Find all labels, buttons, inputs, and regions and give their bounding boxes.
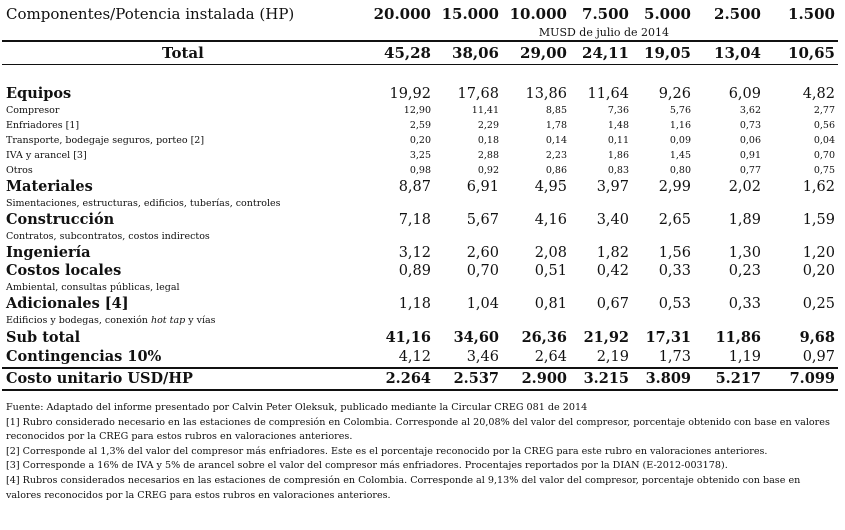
cell: 0,70 [813, 149, 835, 161]
cell: 0,98 [409, 164, 431, 176]
table-row-contingencias [2, 348, 838, 368]
cell: 0,25 [802, 295, 835, 312]
row-label: Compresor [6, 104, 60, 116]
table-row-costos-locales-desc [2, 280, 838, 295]
cell: 2,65 [658, 211, 691, 228]
table-row-transporte [2, 133, 838, 148]
column-header: 10.000 [509, 4, 567, 23]
cell: 8,85 [545, 104, 567, 116]
cell: 38,06 [434, 41, 502, 65]
cell: 6,91 [466, 178, 499, 195]
cell: 5,67 [466, 211, 499, 228]
cell: 12,90 [403, 104, 431, 116]
cell: 0,77 [739, 164, 761, 176]
cell: 0,09 [669, 134, 691, 146]
column-header: 5.000 [644, 4, 691, 23]
cell: 3.215 [570, 368, 632, 390]
cell: 11,41 [471, 104, 499, 116]
cell: 0,89 [398, 262, 431, 279]
cell: 6,09 [728, 85, 761, 102]
footnote-3: [3] Corresponde a 16% de IVA y 5% de arancel sobre el valor del compresor más enfriadores. Procentajes reportados por la DIAN (E-2012-003178). [6, 460, 728, 472]
row-label: Costos locales [6, 262, 122, 279]
cell: 2.537 [434, 368, 502, 390]
cell: 9,26 [658, 85, 691, 102]
table-row-materiales-desc [2, 196, 838, 211]
cell: 2,23 [545, 149, 567, 161]
cell: 0,83 [607, 164, 629, 176]
cell: 4,95 [534, 178, 567, 195]
table-row-construccion-desc [2, 229, 838, 244]
cell: 0,73 [739, 119, 761, 131]
cell: 2,08 [534, 244, 567, 261]
table-row-costos-locales [2, 262, 838, 280]
cell: 0,11 [607, 134, 629, 146]
column-header: 15.000 [441, 4, 499, 23]
cell: 0,81 [534, 295, 567, 312]
cell: 0,42 [596, 262, 629, 279]
cell: 13,86 [525, 85, 567, 102]
cell: 17,31 [645, 328, 691, 346]
table-row-adicionales [2, 295, 838, 313]
cell: 1,04 [466, 295, 499, 312]
cell: 45,28 [370, 41, 434, 65]
cell: 4,12 [370, 348, 434, 368]
table-row-ingenieria [2, 244, 838, 262]
table-row-equipos [2, 85, 838, 103]
cell: 3,62 [739, 104, 761, 116]
header-title: Componentes/Potencia instalada (HP) [6, 4, 295, 23]
row-label: IVA y arancel [3] [6, 149, 87, 161]
cell: 0,53 [658, 295, 691, 312]
cell: 0,75 [813, 164, 835, 176]
cell: 1,56 [658, 244, 691, 261]
cell: 0,20 [409, 134, 431, 146]
desc-text-italic: hot tap [150, 314, 186, 326]
table-row-adicionales-desc [2, 313, 838, 328]
cell: 5,76 [669, 104, 691, 116]
cell: 1,62 [802, 178, 835, 195]
cell: 0,51 [534, 262, 567, 279]
desc-text: y vías [185, 314, 216, 326]
table-row-iva [2, 148, 838, 163]
cell: 7,36 [607, 104, 629, 116]
row-description: Ambiental, consultas públicas, legal [6, 281, 180, 293]
cell: 1,82 [596, 244, 629, 261]
column-header: 2.500 [714, 4, 761, 23]
footnote-4: [4] Rubros considerados necesarios en las estaciones de compresión en Colombia. Corresponde al 9,13% del valor del compresor, porcentaje obtenido con base en valores reconocidos por la CREG para estos rubros en valoraciones anteriores. [6, 474, 801, 501]
cell: 2,77 [813, 104, 835, 116]
row-label: Contingencias 10% [2, 348, 370, 368]
unit-row [2, 24, 838, 41]
row-label: Sub total [6, 328, 81, 346]
cell: 1,30 [728, 244, 761, 261]
table-row-subtotal [2, 328, 838, 348]
cell: 10,65 [764, 41, 838, 65]
footnote-2: [2] Corresponde al 1,3% del valor del compresor más enfriadores. Este es el porcentaje reconocido por la CREG para este rubro en valoraciones anteriores. [6, 445, 768, 457]
table-row-materiales [2, 178, 838, 196]
cell: 3,46 [434, 348, 502, 368]
cell: 1,59 [802, 211, 835, 228]
cell: 34,60 [453, 328, 499, 346]
cell: 0,70 [466, 262, 499, 279]
cell: 0,18 [477, 134, 499, 146]
cell: 0,23 [728, 262, 761, 279]
cell: 0,97 [764, 348, 838, 368]
cell: 2,99 [658, 178, 691, 195]
cell: 19,05 [632, 41, 694, 65]
cell: 2,59 [409, 119, 431, 131]
cell: 0,14 [545, 134, 567, 146]
cell: 3,12 [398, 244, 431, 261]
cell: 0,33 [728, 295, 761, 312]
row-label: Costo unitario USD/HP [2, 368, 370, 390]
cell: 2.900 [502, 368, 570, 390]
cell: 19,92 [389, 85, 431, 102]
cell: 1,73 [632, 348, 694, 368]
cell: 9,68 [799, 328, 835, 346]
header-row [2, 4, 838, 24]
cell: 3,40 [596, 211, 629, 228]
desc-text: Edificios y bodegas, conexión [6, 314, 151, 326]
row-description: Contratos, subcontratos, costos indirectos [6, 230, 210, 242]
cell: 2.264 [370, 368, 434, 390]
cell: 2,60 [466, 244, 499, 261]
cell: 0,80 [669, 164, 691, 176]
row-label: Equipos [6, 85, 72, 102]
cell: 1,16 [669, 119, 691, 131]
footnotes [6, 401, 836, 503]
cell: 1,86 [607, 149, 629, 161]
cell: 24,11 [570, 41, 632, 65]
footnote-1: [1] Rubro considerado necesario en las estaciones de compresión en Colombia. Corresponde al 20,08% del valor del compresor, porcentaje obtenido con base en valores reconocidos por la CREG para estos rubros en valoraciones anteriores. [6, 416, 830, 443]
table-row-construccion [2, 211, 838, 229]
cell: 11,64 [587, 85, 629, 102]
row-description: Simentaciones, estructuras, edificios, tuberías, controles [6, 197, 281, 209]
row-label: Materiales [6, 178, 93, 195]
cell: 0,33 [658, 262, 691, 279]
cost-table [2, 4, 838, 391]
table-row-otros [2, 163, 838, 178]
cell: 26,36 [521, 328, 567, 346]
row-label: Enfriadores [1] [6, 119, 80, 131]
row-label: Total [2, 41, 370, 65]
spacer-row [2, 65, 838, 86]
row-description [2, 313, 838, 328]
row-label: Otros [6, 164, 33, 176]
table-row-compresor [2, 103, 838, 118]
cell: 0,67 [596, 295, 629, 312]
cell: 13,04 [694, 41, 764, 65]
cell: 29,00 [502, 41, 570, 65]
cell: 1,89 [728, 211, 761, 228]
cell: 0,06 [739, 134, 761, 146]
cell: 11,86 [715, 328, 761, 346]
cell: 2,19 [570, 348, 632, 368]
cell: 5.217 [694, 368, 764, 390]
cell: 1,19 [694, 348, 764, 368]
cell: 3.809 [632, 368, 694, 390]
row-label: Ingeniería [6, 244, 91, 261]
source-note: Fuente: Adaptado del informe presentado por Calvin Peter Oleksuk, publicado mediante la Circular CREG 081 de 2014 [6, 402, 588, 413]
cell: 0,20 [802, 262, 835, 279]
cell: 4,82 [802, 85, 835, 102]
cell: 7.099 [764, 368, 838, 390]
cell: 1,78 [545, 119, 567, 131]
row-label: Construcción [6, 211, 115, 228]
cell: 0,56 [813, 119, 835, 131]
cell: 1,20 [802, 244, 835, 261]
cell: 17,68 [457, 85, 499, 102]
cell: 2,64 [502, 348, 570, 368]
cell: 8,87 [398, 178, 431, 195]
cell: 0,04 [813, 134, 835, 146]
cell: 21,92 [583, 328, 629, 346]
cell: 41,16 [385, 328, 431, 346]
column-header: 7.500 [582, 4, 629, 23]
cell: 0,92 [477, 164, 499, 176]
column-header: 20.000 [373, 4, 431, 23]
cell: 2,29 [477, 119, 499, 131]
cell: 1,18 [398, 295, 431, 312]
column-header: 1.500 [788, 4, 835, 23]
cell: 1,48 [607, 119, 629, 131]
cell: 7,18 [398, 211, 431, 228]
table-row-total [2, 41, 838, 65]
cell: 2,02 [728, 178, 761, 195]
cell: 0,86 [545, 164, 567, 176]
row-label: Adicionales [4] [6, 295, 129, 312]
cell: 3,25 [409, 149, 431, 161]
table-row-costo-unitario [2, 368, 838, 390]
unit-label: MUSD de julio de 2014 [370, 24, 838, 41]
cell: 4,16 [534, 211, 567, 228]
table-row-enfriadores [2, 118, 838, 133]
cell: 0,91 [739, 149, 761, 161]
cell: 3,97 [596, 178, 629, 195]
cell: 2,88 [477, 149, 499, 161]
cell: 1,45 [669, 149, 691, 161]
row-label: Transporte, bodegaje seguros, porteo [2] [6, 134, 205, 146]
